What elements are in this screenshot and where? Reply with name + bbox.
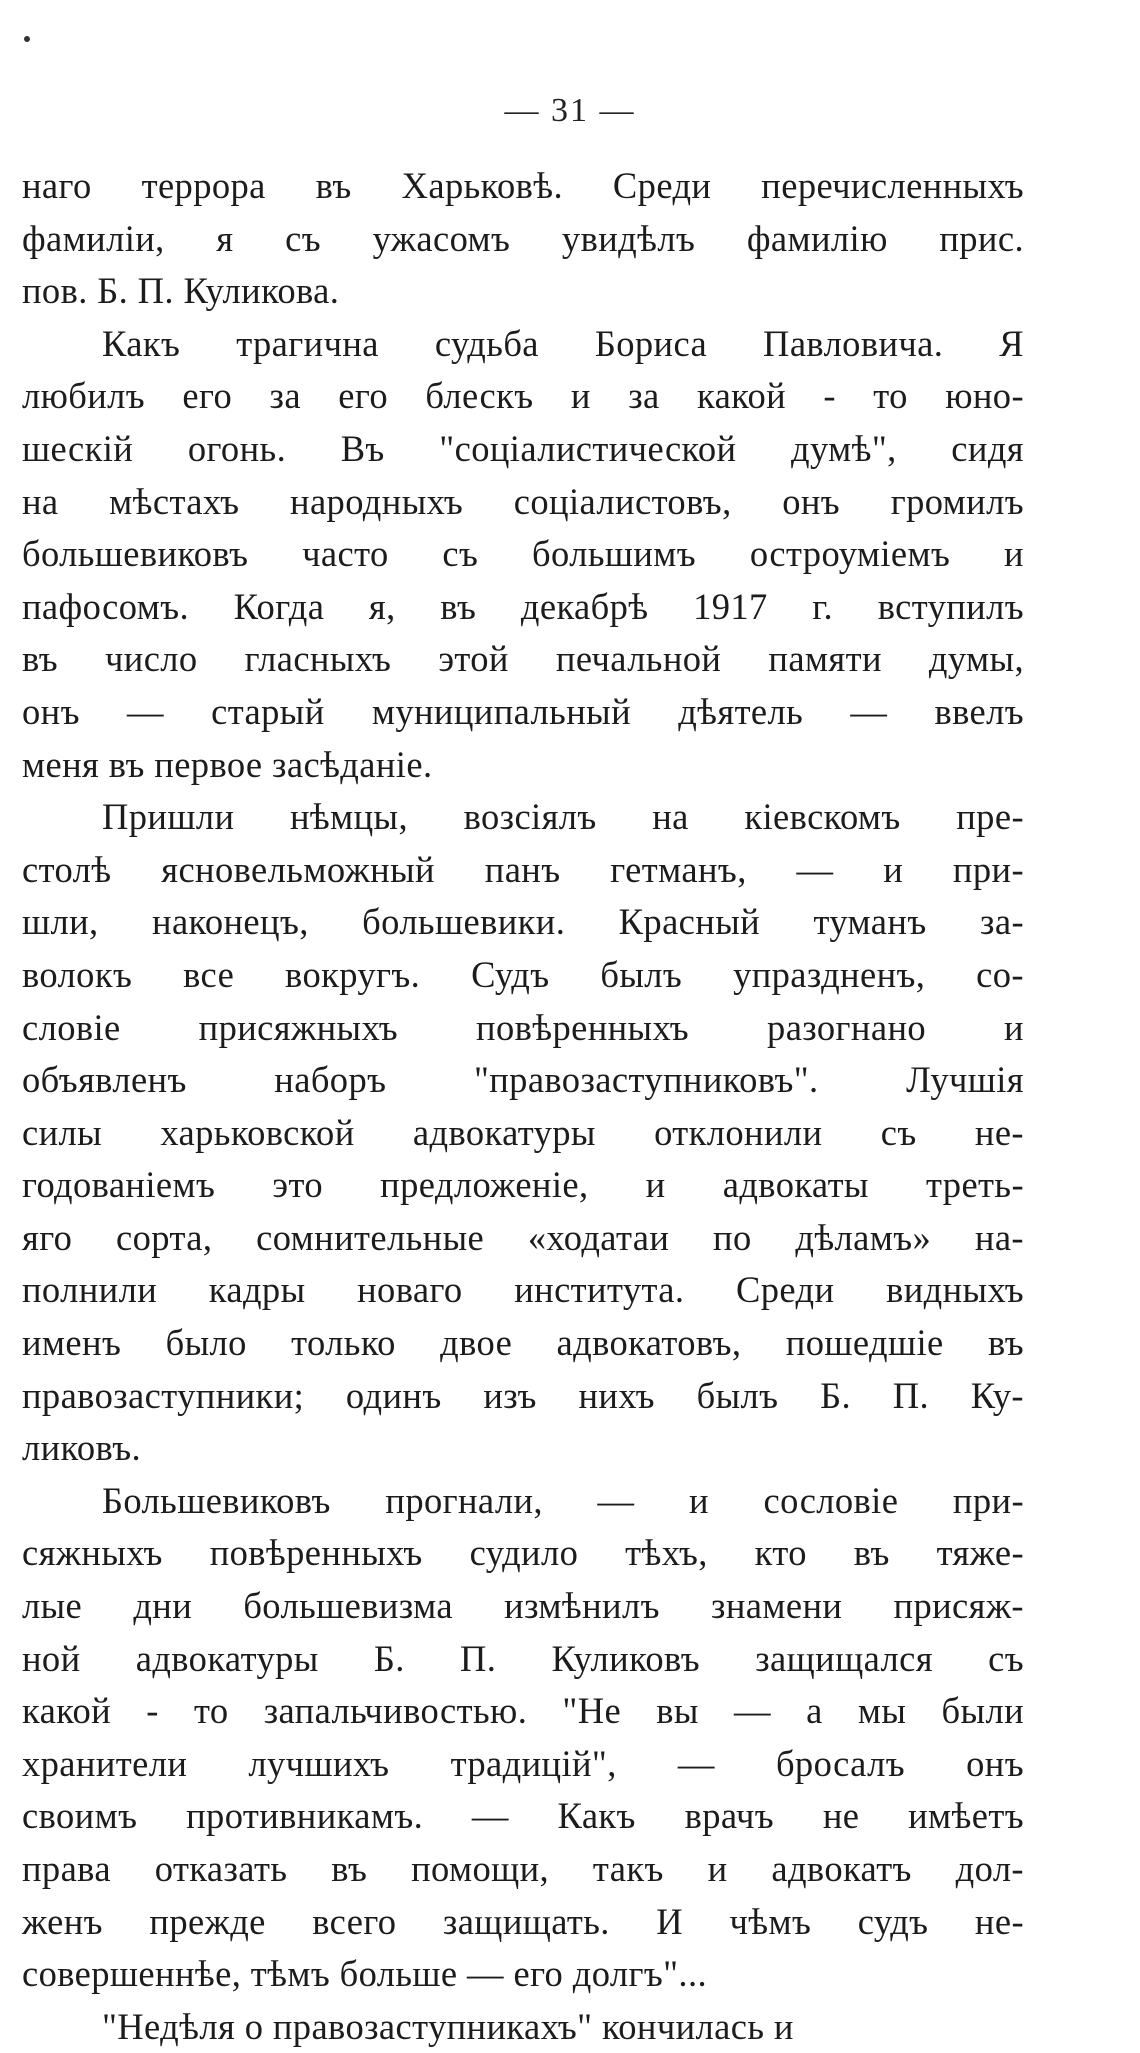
- text-line: пов. Б. П. Куликова.: [22, 270, 340, 312]
- text-line: женъ прежде всего защищать. И чѣмъ судъ не-: [22, 1900, 1024, 1942]
- text-line: большевиковъ часто съ большимъ остроумiемъ и: [22, 533, 1024, 575]
- text-line: лые дни большевизма измѣнилъ знамени присяж-: [22, 1585, 1024, 1627]
- text-line: совершеннѣе, тѣмъ больше — его долгъ"...: [22, 1953, 707, 1995]
- text-line: Большевиковъ прогнали, — и сословiе при-: [102, 1479, 1024, 1521]
- text-line: правозаступники; одинъ изъ нихъ былъ Б. П. Ку-: [22, 1374, 1024, 1416]
- text-line: онъ — старый муниципальный дѣятель — ввелъ: [22, 690, 1024, 732]
- text-line: хранители лучшихъ традицiй", — бросалъ онъ: [22, 1742, 1024, 1784]
- text-line: волокъ все вокругъ. Судъ былъ упраздненъ, со-: [22, 953, 1024, 995]
- text-line: сяжныхъ повѣренныхъ судило тѣхъ, кто въ тяже-: [22, 1532, 1024, 1574]
- text-line: ной адвокатуры Б. П. Куликовъ защищался съ: [22, 1637, 1024, 1679]
- text-line: именъ было только двое адвокатовъ, пошедшiе въ: [22, 1322, 1024, 1364]
- paragraph: [22, 791, 1024, 1475]
- text-line: полнили кадры новаго института. Среди видныхъ: [22, 1269, 1024, 1311]
- text-line: Пришли нѣмцы, возсiялъ на кiевскомъ пре-: [102, 796, 1024, 838]
- text-line: столѣ ясновельможный панъ гетманъ, — и при-: [22, 848, 1024, 890]
- text-line: "Недѣля о правозаступникахъ" кончилась и: [102, 2005, 794, 2047]
- paragraph: [22, 1475, 1024, 2001]
- text-line: права отказать въ помощи, такъ и адвокатъ дол-: [22, 1848, 1024, 1889]
- text-line: меня въ первое засѣданiе.: [22, 743, 433, 785]
- text-line: шли, наконецъ, большевики. Красный туманъ за-: [22, 901, 1024, 943]
- text-line: ликовъ.: [22, 1427, 142, 1469]
- paragraph: [22, 2001, 1024, 2053]
- body-text: [22, 160, 1024, 2053]
- text-line: силы харьковской адвокатуры отклонили съ не-: [22, 1111, 1024, 1153]
- text-line: словiе присяжныхъ повѣренныхъ разогнано и: [22, 1006, 1024, 1048]
- text-line: пафосомъ. Когда я, въ декабрѣ 1917 г. вступилъ: [22, 585, 1024, 627]
- text-line: какой - то запальчивостью. "Не вы — а мы были: [22, 1690, 1024, 1732]
- text-line: фамилiи, я съ ужасомъ увидѣлъ фамилiю прис.: [22, 217, 1024, 259]
- text-line: яго сорта, сомнительные «ходатаи по дѣламъ» на-: [22, 1216, 1024, 1258]
- paragraph: [22, 160, 1024, 318]
- text-line: наго террора въ Харьковѣ. Среди перечисленныхъ: [22, 165, 1024, 206]
- text-line: на мѣстахъ народныхъ соцiалистовъ, онъ громилъ: [22, 480, 1024, 522]
- text-line: шескiй огонь. Въ "соцiалистической думѣ", сидя: [22, 427, 1024, 469]
- ink-speck: [24, 36, 30, 42]
- text-line: объявленъ наборъ "правозаступниковъ". Лучшiя: [22, 1059, 1024, 1101]
- text-line: Какъ трагична судьба Бориса Павловича. Я: [102, 322, 1024, 364]
- page-number: — 31 —: [504, 92, 636, 129]
- paragraph: [22, 318, 1024, 791]
- text-line: любилъ его за его блескъ и за какой - то юно-: [22, 375, 1024, 417]
- text-line: въ число гласныхъ этой печальной памяти думы,: [22, 638, 1024, 680]
- text-line: своимъ противникамъ. — Какъ врачъ не имѣетъ: [22, 1795, 1024, 1837]
- text-line: годованiемъ это предложенiе, и адвокаты треть-: [22, 1164, 1024, 1206]
